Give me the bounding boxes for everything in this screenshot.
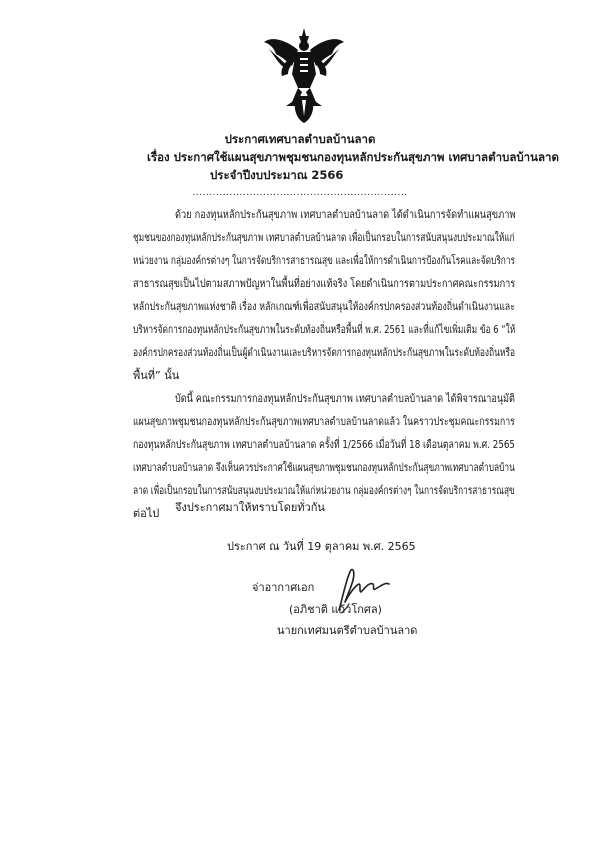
text-line: พื้นที่” นั้น	[133, 369, 180, 382]
garuda-emblem	[262, 26, 346, 124]
text-line: ด้วย กองทุนหลักประกันสุขภาพ เทศบาลตำบลบ้านลาด ได้ดำเนินการจัดทำแผนสุขภาพ	[175, 208, 516, 221]
text-line: หลักประกันสุขภาพแห่งชาติ เรื่อง หลักเกณฑ์เพื่อสนับสนุนให้องค์กรปกครองส่วนท้องถิ่นดำเนินงานและ	[133, 300, 515, 313]
text-line: แผนสุขภาพชุมชนกองทุนหลักประกันสุขภาพเทศบาลตำบลบ้านลาดแล้ว ในคราวประชุมคณะกรรมการ	[133, 415, 515, 428]
text-line: หน่วยงาน กลุ่มองค์กรต่างๆ ในการจัดบริการสาธารณสุข และเพื่อให้การดำเนินการป้องกันโรคและจัดบริการ	[133, 254, 516, 267]
closing-line: จึงประกาศมาให้ทราบโดยทั่วกัน	[175, 501, 325, 514]
text-line: ต่อไป	[133, 507, 160, 520]
announcement-date: ประกาศ ณ วันที่ 19 ตุลาคม พ.ศ. 2565	[227, 540, 416, 553]
text-line: บัดนี้ คณะกรรมการกองทุนหลักประกันสุขภาพ เทศบาลตำบลบ้านลาด ได้พิจารณาอนุมัติ	[175, 392, 515, 405]
fiscal-year: ประจำปีงบประมาณ 2566	[210, 168, 344, 182]
document-title: ประกาศเทศบาลตำบลบ้านลาด	[224, 132, 376, 146]
separator: ................................................................	[192, 188, 408, 198]
text-line: สาธารณสุขเป็นไปตามสภาพปัญหาในพื้นที่อย่างแท้จริง โดยดำเนินการตามประกาศคณะกรรมการ	[133, 277, 516, 290]
document-subject: เรื่อง ประกาศใช้แผนสุขภาพชุมชนกองทุนหลักประกันสุขภาพ เทศบาลตำบลบ้านลาด	[147, 150, 559, 164]
signer-name: (อภิชาติ แก้วโกศล)	[289, 603, 382, 616]
text-line: เทศบาลตำบลบ้านลาด จึงเห็นควรประกาศใช้แผนสุขภาพชุมชนกองทุนหลักประกันสุขภาพเทศบาลตำบลบ้าน	[133, 461, 515, 474]
text-line: กองทุนหลักประกันสุขภาพ เทศบาลตำบลบ้านลาด ครั้งที่ 1/2566 เมื่อวันที่ 18 เดือนตุลาคม พ.ศ. 2565	[133, 438, 515, 451]
signer-title: นายกเทศมนตรีตำบลบ้านลาด	[277, 624, 418, 637]
text-line: ชุมชนของกองทุนหลักประกันสุขภาพ เทศบาลตำบลบ้านลาด เพื่อเป็นกรอบในการสนับสนุนงบประมาณให้แก่	[133, 231, 515, 244]
text-line: องค์กรปกครองส่วนท้องถิ่นเป็นผู้ดำเนินงานและบริหารจัดการกองทุนหลักประกันสุขภาพในระดับท้องถิ่นหรือ	[133, 346, 516, 359]
certify-label: จ่าอากาศเอก	[252, 581, 315, 594]
text-line: ลาด เพื่อเป็นกรอบในการสนับสนุนงบประมาณให้แก่หน่วยงาน กลุ่มองค์กรต่างๆ ในการจัดบริการสาธารณสุข	[133, 484, 515, 497]
text-line: บริหารจัดการกองทุนหลักประกันสุขภาพในระดับท้องถิ่นหรือพื้นที่ พ.ศ. 2561 และที่แก้ไขเพิ่มเติม ข้อ 6 “ให้	[133, 323, 516, 336]
